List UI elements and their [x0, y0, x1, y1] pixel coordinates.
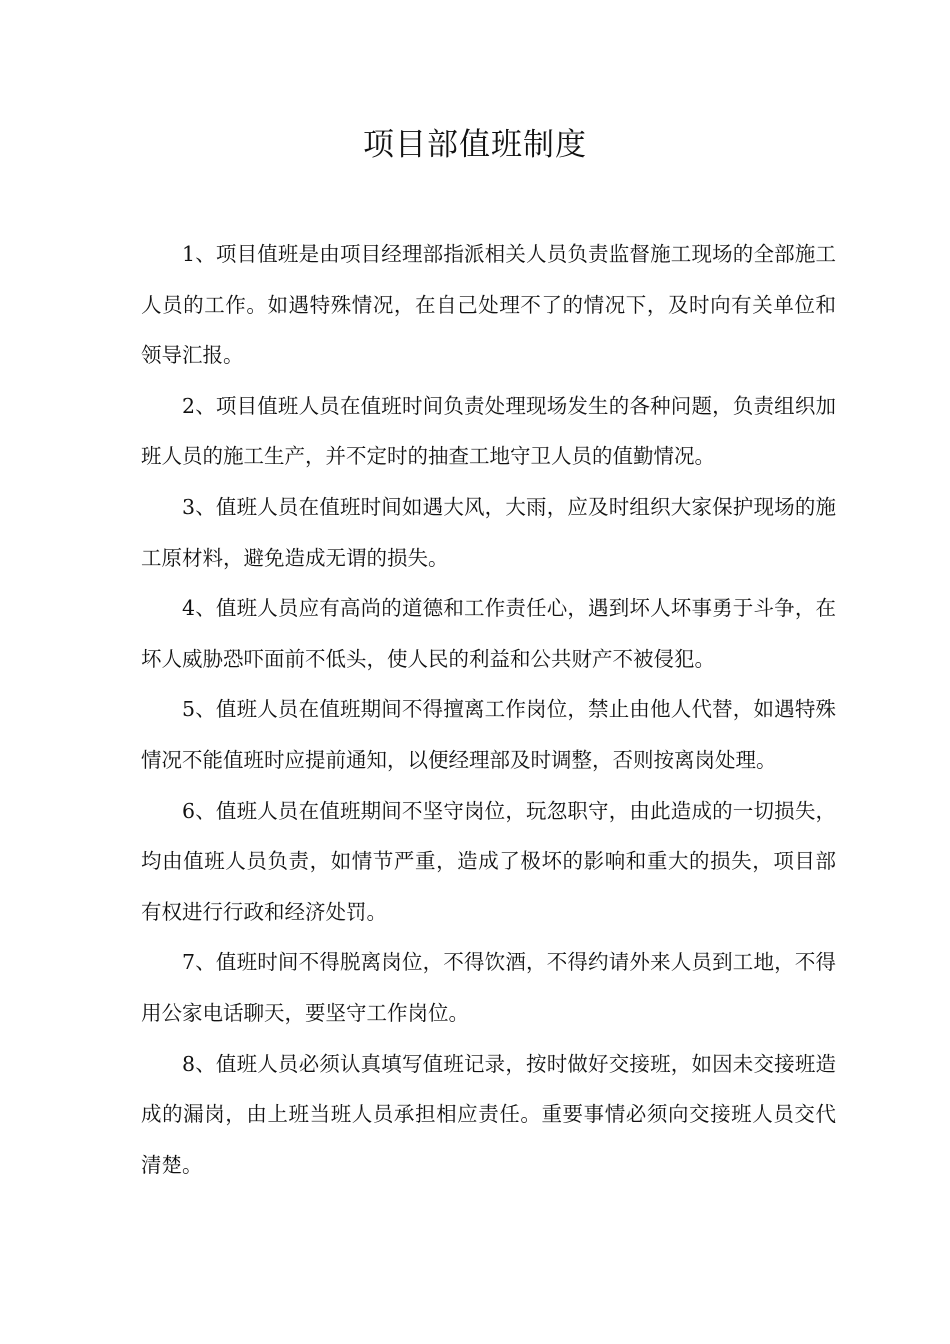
rule-paragraph-5: 5、值班人员在值班期间不得擅离工作岗位，禁止由他人代替，如遇特殊情况不能值班时应提前通知，以便经理部及时调整，否则按离岗处理。 [141, 697, 836, 772]
rule-paragraph-4: 4、值班人员应有高尚的道德和工作责任心，遇到坏人坏事勇于斗争，在坏人威胁恐吓面前不低头，使人民的利益和公共财产不被侵犯。 [141, 596, 836, 671]
page-title: 项目部值班制度 [363, 127, 587, 163]
rule-paragraph-3: 3、值班人员在值班时间如遇大风，大雨，应及时组织大家保护现场的施工原材料，避免造成无谓的损失。 [141, 494, 836, 570]
document-body [141, 229, 836, 1190]
rule-paragraph-2: 2、项目值班人员在值班时间负责处理现场发生的各种问题，负责组织加班人员的施工生产，并不定时的抽查工地守卫人员的值勤情况。 [141, 393, 836, 469]
rule-paragraph-6: 6、值班人员在值班期间不坚守岗位，玩忽职守，由此造成的一切损失，均由值班人员负责，如情节严重，造成了极坏的影响和重大的损失，项目部有权进行行政和经济处罚。 [141, 798, 836, 924]
rule-paragraph-8: 8、值班人员必须认真填写值班记录，按时做好交接班，如因未交接班造成的漏岗，由上班当班人员承担相应责任。重要事情必须向交接班人员交代清楚。 [141, 1051, 836, 1177]
rule-paragraph-7: 7、值班时间不得脱离岗位，不得饮酒，不得约请外来人员到工地，不得用公家电话聊天，要坚守工作岗位。 [141, 950, 836, 1025]
rule-paragraph-1: 1、项目值班是由项目经理部指派相关人员负责监督施工现场的全部施工人员的工作。如遇特殊情况，在自己处理不了的情况下，及时向有关单位和领导汇报。 [141, 242, 836, 368]
